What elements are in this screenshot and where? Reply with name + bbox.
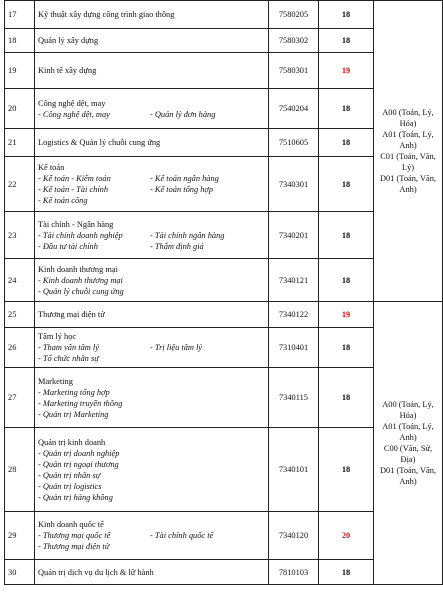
benchmark-score: 19 (319, 53, 374, 89)
benchmark-score: 18 (319, 259, 374, 302)
major-name: Kế toán (38, 163, 65, 172)
specialization-item: - Quản trị doanh nghiệp (38, 448, 120, 458)
specialization-line (38, 492, 265, 503)
major-name: Kỹ thuật xây dựng công trình giao thông (38, 10, 175, 19)
major-name: Công nghệ dệt, may (38, 98, 106, 108)
major-cell (35, 53, 269, 89)
major-name: Quản trị dịch vụ du lịch & lữ hành (38, 567, 154, 577)
major-name: Thương mại điện tử (38, 310, 105, 319)
row-number: 26 (5, 328, 35, 368)
major-code: 7340201 (269, 212, 319, 259)
specialization-line (38, 459, 265, 470)
combination-line: A00 (Toán, Lý, Hóa) (382, 400, 434, 420)
specialization-item: - Đầu tư tài chính (38, 241, 98, 251)
specialization-line (38, 448, 265, 459)
subject-combinations (374, 1, 443, 302)
combination-line: C00 (Văn, Sử, Địa) (383, 444, 433, 464)
specialization-item: - Kế toán tổng hợp (150, 185, 214, 194)
specialization-item: - Marketing tổng hợp (38, 387, 110, 397)
specialization-line (38, 353, 265, 364)
major-name: Logistics & Quản lý chuỗi cung ứng (38, 138, 161, 147)
combination-line: A01 (Toán, Lý, Anh) (382, 130, 434, 150)
benchmark-score: 18 (319, 129, 374, 157)
major-name: Marketing (38, 376, 73, 386)
row-number: 27 (5, 368, 35, 428)
specialization-item: - Thẩm định giá (150, 241, 204, 251)
benchmark-score: 18 (319, 89, 374, 129)
specialization-item: - Kế toán ngân hàng (150, 174, 219, 183)
benchmark-score: 19 (319, 302, 374, 328)
major-cell (35, 157, 269, 212)
specialization-item: - Kinh doanh thương mại (38, 275, 123, 285)
benchmark-score: 18 (319, 29, 374, 53)
combination-line: D01 (Toán, Văn, Anh) (379, 466, 436, 486)
major-cell (35, 428, 269, 512)
major-name: Quản trị kinh doanh (38, 437, 106, 447)
major-code: 7580302 (269, 29, 319, 53)
row-number: 17 (5, 1, 35, 29)
major-code: 7340115 (269, 368, 319, 428)
specialization-item: - Quản lý đơn hàng (150, 109, 216, 119)
row-number: 18 (5, 29, 35, 53)
major-name: Kinh tế xây dựng (38, 66, 97, 75)
row-number: 22 (5, 157, 35, 212)
major-cell (35, 29, 269, 53)
major-code: 7340120 (269, 512, 319, 560)
major-code: 7310401 (269, 328, 319, 368)
specialization-item: - Tài chính quốc tế (150, 531, 214, 540)
specialization-item: - Quản trị Marketing (38, 409, 109, 419)
specialization-line (38, 387, 265, 398)
specialization-item: - Công nghệ dệt, may (38, 109, 110, 119)
subject-combinations (374, 302, 443, 585)
major-name: Kinh doanh quốc tế (38, 520, 104, 529)
major-code: 7810103 (269, 560, 319, 585)
specialization-line (38, 286, 265, 297)
benchmark-score: 18 (319, 328, 374, 368)
major-code: 7340122 (269, 302, 319, 328)
benchmark-score: 18 (319, 1, 374, 29)
specialization-line (38, 541, 265, 552)
major-cell (35, 212, 269, 259)
specialization-item: - Thương mại quốc tế (38, 531, 111, 540)
major-code: 7340101 (269, 428, 319, 512)
row-number: 21 (5, 129, 35, 157)
specialization-line (38, 342, 265, 353)
major-cell (35, 512, 269, 560)
specialization-line (38, 275, 265, 286)
specialization-item: - Quản trị logistics (38, 481, 102, 491)
specialization-line (38, 530, 265, 541)
benchmark-score: 18 (319, 212, 374, 259)
major-cell (35, 368, 269, 428)
specialization-line (38, 398, 265, 409)
benchmark-score: 18 (319, 368, 374, 428)
specialization-line (38, 195, 265, 206)
specialization-item: - Marketing truyền thông (38, 398, 123, 408)
specialization-item: - Thương mại điện tử (38, 542, 110, 551)
major-name: Tài chính - Ngân hàng (38, 219, 114, 229)
table-row (5, 1, 443, 29)
row-number: 30 (5, 560, 35, 585)
combination-line: A01 (Toán, Lý, Anh) (382, 422, 434, 442)
specialization-line (38, 241, 265, 252)
major-code: 7340121 (269, 259, 319, 302)
table-row (5, 302, 443, 328)
specialization-item: - Kế toán - Tài chính (38, 185, 109, 194)
row-number: 19 (5, 53, 35, 89)
major-cell (35, 328, 269, 368)
major-cell (35, 129, 269, 157)
major-code: 7340301 (269, 157, 319, 212)
specialization-line (38, 230, 265, 241)
row-number: 25 (5, 302, 35, 328)
specialization-item: - Quản trị hàng không (38, 492, 113, 502)
specialization-line (38, 481, 265, 492)
specialization-item: - Trị liệu tâm lý (150, 343, 203, 352)
specialization-item: - Kế toán công (38, 196, 88, 205)
specialization-item: - Tham vấn tâm lý (38, 343, 99, 352)
specialization-item: - Quản lý chuỗi cung ứng (38, 286, 124, 296)
combination-line: C01 (Toán, Văn, Lý) (380, 152, 436, 172)
row-number: 29 (5, 512, 35, 560)
specialization-item: - Quản trị ngoại thương (38, 459, 119, 469)
benchmark-score: 20 (319, 512, 374, 560)
row-number: 24 (5, 259, 35, 302)
major-cell (35, 1, 269, 29)
major-code: 7580205 (269, 1, 319, 29)
major-name: Kinh doanh thương mại (38, 264, 118, 274)
specialization-line (38, 109, 265, 120)
benchmark-score: 18 (319, 560, 374, 585)
specialization-line (38, 470, 265, 481)
benchmark-score: 18 (319, 428, 374, 512)
combination-line: D01 (Toán, Văn, Anh) (379, 174, 436, 194)
specialization-item: - Tổ chức nhân sự (38, 354, 99, 363)
major-code: 7510605 (269, 129, 319, 157)
row-number: 23 (5, 212, 35, 259)
specialization-line (38, 409, 265, 420)
specialization-line (38, 173, 265, 184)
specialization-item: - Tài chính ngân hàng (150, 230, 225, 240)
major-cell (35, 89, 269, 129)
specialization-item: - Quản trị nhân sự (38, 470, 101, 480)
major-cell (35, 560, 269, 585)
specialization-item: - Tài chính doanh nghiệp (38, 230, 123, 240)
major-name: Quản lý xây dựng (38, 36, 99, 45)
major-cell (35, 302, 269, 328)
combination-line: A00 (Toán, Lý, Hóa) (382, 108, 434, 128)
major-cell (35, 259, 269, 302)
specialization-item: - Kế toán - Kiểm toán (38, 174, 111, 183)
row-number: 20 (5, 89, 35, 129)
benchmark-score: 18 (319, 157, 374, 212)
admission-score-table (4, 0, 443, 585)
specialization-line (38, 184, 265, 195)
major-name: Tâm lý học (38, 332, 77, 341)
row-number: 28 (5, 428, 35, 512)
major-code: 7580301 (269, 53, 319, 89)
major-code: 7540204 (269, 89, 319, 129)
